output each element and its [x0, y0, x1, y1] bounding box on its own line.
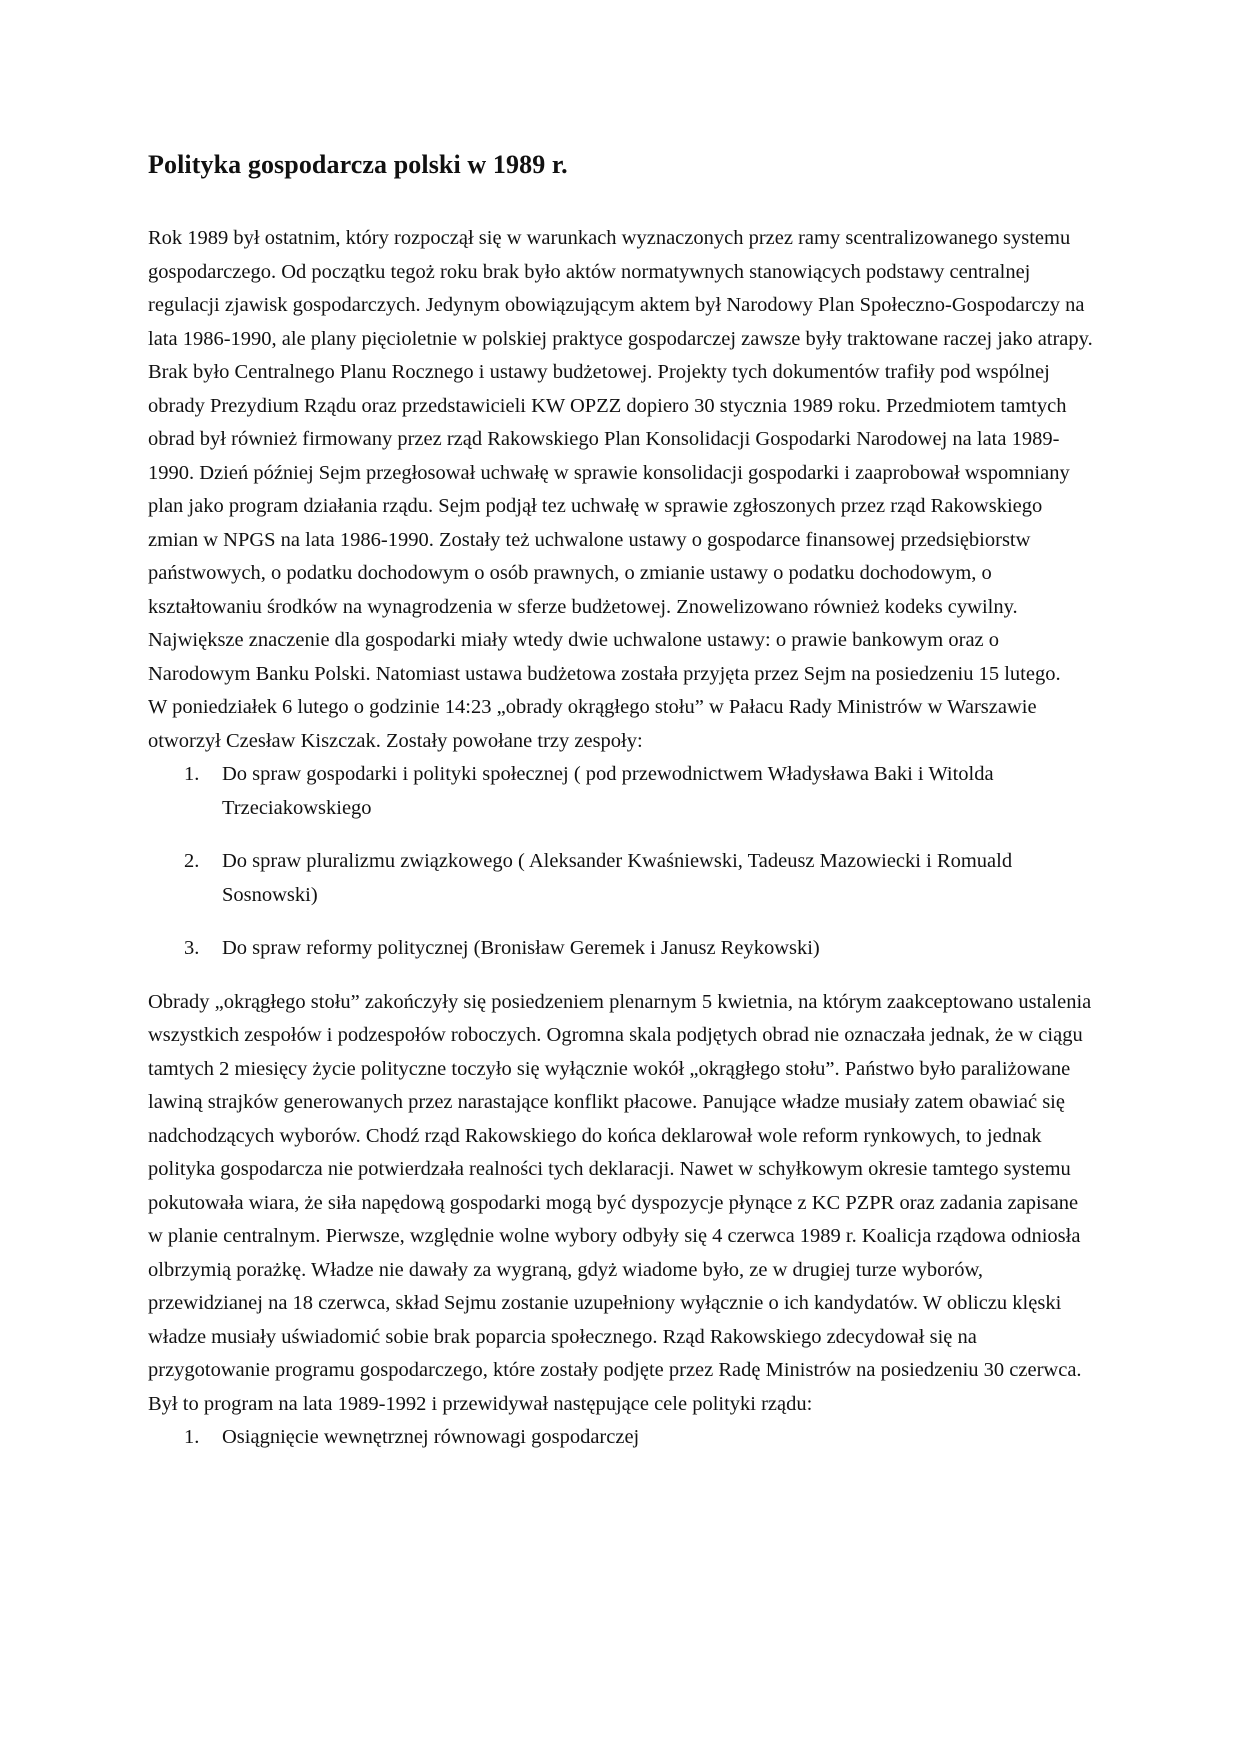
list-item-number: 3. — [184, 937, 200, 959]
list-item — [148, 758, 1093, 825]
goals-list — [148, 1421, 1093, 1455]
document-page — [148, 148, 1093, 1455]
paragraph-elections: Obrady „okrągłego stołu” zakończyły się posiedzeniem plenarnym 5 kwietnia, na którym zaakceptowano ustalenia wszystkich zespołów i podzespołów roboczych. Ogromna skala podjętych obrad nie oznaczała jednak, że w ciągu tamtych 2 miesięcy życie polityczne toczyło się wyłącznie wokół „okrągłego stołu”. Państwo było paraliżowane lawiną strajków generowanych przez narastające konflikt płacowe. Panujące władze musiały zatem obawiać się nadchodzących wyborów. Chodź rząd Rakowskiego do końca deklarował wole reform rynkowych, to jednak polityka gospodarcza nie potwierdzała realności tych deklaracji. Nawet w schyłkowym okresie tamtego systemu pokutowała wiara, że siła napędową gospodarki mogą być dyspozycje płynące z KC PZPR oraz zadania zapisane w planie centralnym. Pierwsze, względnie wolne wybory odbyły się 4 czerwca 1989 r. Koalicja rządowa odniosła olbrzymią porażkę. Władze nie dawały za wygraną, gdyż wiadome było, ze w drugiej turze wyborów, przewidzianej na 18 czerwca, skład Sejmu zostanie uzupełniony wyłącznie o ich kandydatów. W obliczu klęski władze musiały uświadomić sobie brak poparcia społecznego. Rząd Rakowskiego zdecydował się na przygotowanie programu gospodarczego, które zostały podjęte przez Radę Ministrów na posiedzeniu 30 czerwca. Był to program na lata 1989-1992 i przewidywał następujące cele polityki rządu: — [148, 990, 1092, 1415]
list-item-text: Do spraw gospodarki i polityki społecznej ( pod przewodnictwem Władysława Baki i Witolda Trzeciakowskiego — [222, 763, 994, 819]
document-title: Polityka gospodarcza polski w 1989 r. — [148, 150, 568, 179]
list-item-number: 1. — [184, 1426, 200, 1448]
list-item-text: Osiągnięcie wewnętrznej równowagi gospodarczej — [222, 1426, 640, 1448]
list-item — [148, 932, 1093, 966]
list-item — [148, 1421, 1093, 1455]
list-item-text: Do spraw pluralizmu związkowego ( Aleksander Kwaśniewski, Tadeusz Mazowiecki i Romuald Sosnowski) — [222, 850, 1013, 906]
paragraph-intro: Rok 1989 był ostatnim, który rozpoczął się w warunkach wyznaczonych przez ramy scentralizowanego systemu gospodarczego. Od początku tegoż roku brak było aktów normatywnych stanowiących podstawy centralnej regulacji zjawisk gospodarczych. Jedynym obowiązującym aktem był Narodowy Plan Społeczno-Gospodarczy na lata 1986-1990, ale plany pięcioletnie w polskiej praktyce gospodarczej zawsze były traktowane raczej jako atrapy. Brak było Centralnego Planu Rocznego i ustawy budżetowej. Projekty tych dokumentów trafiły pod wspólnej obrady Prezydium Rządu oraz przedstawicieli KW OPZZ dopiero 30 stycznia 1989 roku. Przedmiotem tamtych obrad był również firmowany przez rząd Rakowskiego Plan Konsolidacji Gospodarki Narodowej na lata 1989-1990. Dzień później Sejm przegłosował uchwałę w sprawie konsolidacji gospodarki i zaaprobował wspomniany plan jako program działania rządu. Sejm podjął tez uchwałę w sprawie zgłoszonych przez rząd Rakowskiego zmian w NPGS na lata 1986-1990. Zostały też uchwalone ustawy o gospodarce finansowej przedsiębiorstw państwowych, o podatku dochodowym o osób prawnych, o zmianie ustawy o podatku dochodowym, o kształtowaniu środków na wynagrodzenia w sferze budżetowej. Znowelizowano również kodeks cywilny. Największe znaczenie dla gospodarki miały wtedy dwie uchwalone ustawy: o prawie bankowym oraz o Narodowym Banku Polski. Natomiast ustawa budżetowa została przyjęta przez Sejm na posiedzeniu 15 lutego. — [148, 227, 1093, 685]
list-item-text: Do spraw reformy politycznej (Bronisław Geremek i Janusz Reykowski) — [222, 937, 820, 959]
list-item-number: 1. — [184, 763, 200, 785]
paragraph-round-table: W poniedziałek 6 lutego o godzinie 14:23 „obrady okrągłego stołu” w Pałacu Rady Ministrów w Warszawie otworzył Czesław Kiszczak. Zostały powołane trzy zespoły: — [148, 696, 1037, 752]
teams-list — [148, 758, 1093, 966]
list-item-number: 2. — [184, 850, 200, 872]
list-item — [148, 845, 1093, 912]
